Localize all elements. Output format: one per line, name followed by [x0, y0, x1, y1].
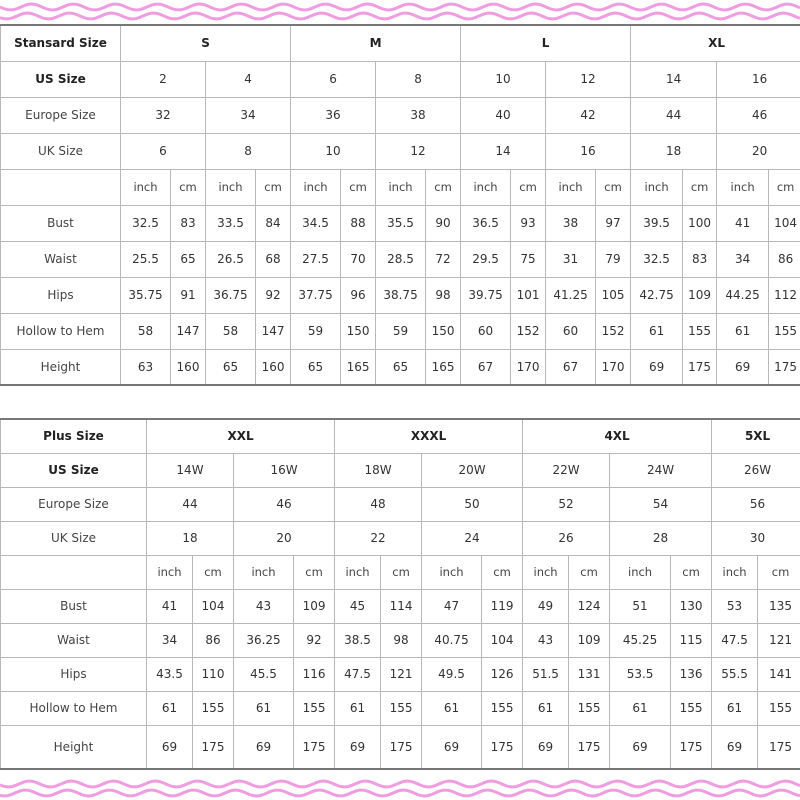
- cell: 160: [171, 349, 206, 385]
- cell: 69: [422, 725, 482, 769]
- cell: 165: [341, 349, 376, 385]
- unit-row: [1, 555, 800, 589]
- cell: 14: [461, 133, 546, 169]
- row-label: Europe Size: [1, 97, 121, 133]
- cell: 31: [546, 241, 596, 277]
- size-group-5xl: 5XL: [712, 419, 800, 453]
- cell: 60: [546, 313, 596, 349]
- cell: 98: [381, 623, 422, 657]
- row-label: Hips: [1, 277, 121, 313]
- size-group-xl: XL: [631, 25, 800, 61]
- cell: 175: [769, 349, 800, 385]
- cell: 175: [758, 725, 800, 769]
- cell: 84: [256, 205, 291, 241]
- cell: 67: [461, 349, 511, 385]
- plus-size-group-row: [1, 419, 800, 453]
- unit-cell: cm: [341, 169, 376, 205]
- cell: 41: [717, 205, 769, 241]
- unit-cell: cm: [482, 555, 523, 589]
- cell: 104: [482, 623, 523, 657]
- cell: 6: [121, 133, 206, 169]
- cell: 35.75: [121, 277, 171, 313]
- cell: 50: [422, 487, 523, 521]
- uk-size-row: [1, 133, 800, 169]
- cell: 165: [426, 349, 461, 385]
- cell: 4: [206, 61, 291, 97]
- cell: 14W: [147, 453, 234, 487]
- cell: 69: [631, 349, 683, 385]
- cell: 155: [758, 691, 800, 725]
- cell: 56: [712, 487, 800, 521]
- cell: 61: [234, 691, 294, 725]
- cell: 69: [234, 725, 294, 769]
- unit-cell: cm: [294, 555, 335, 589]
- row-label: Height: [1, 725, 147, 769]
- cell: 60: [461, 313, 511, 349]
- cell: 33.5: [206, 205, 256, 241]
- unit-cell: cm: [511, 169, 546, 205]
- cell: 48: [335, 487, 422, 521]
- cell: 55.5: [712, 657, 758, 691]
- cell: 68: [256, 241, 291, 277]
- cell: 36.25: [234, 623, 294, 657]
- cell: 47: [422, 589, 482, 623]
- cell: 69: [610, 725, 671, 769]
- unit-cell: cm: [596, 169, 631, 205]
- row-label: Europe Size: [1, 487, 147, 521]
- us-size-row: [1, 453, 800, 487]
- cell: 150: [341, 313, 376, 349]
- unit-cell: inch: [631, 169, 683, 205]
- size-group-s: S: [121, 25, 291, 61]
- cell: 38: [376, 97, 461, 133]
- row-label: Height: [1, 349, 121, 385]
- cell: 116: [294, 657, 335, 691]
- top-wave-border: [0, 0, 800, 24]
- unit-cell: inch: [147, 555, 193, 589]
- cell: 42: [546, 97, 631, 133]
- cell: 152: [511, 313, 546, 349]
- cell: 92: [294, 623, 335, 657]
- cell: 44: [631, 97, 717, 133]
- size-group-xxxl: XXXL: [335, 419, 523, 453]
- cell: 8: [376, 61, 461, 97]
- cell: 53: [712, 589, 758, 623]
- cell: 8: [206, 133, 291, 169]
- cell: 175: [671, 725, 712, 769]
- size-group-4xl: 4XL: [523, 419, 712, 453]
- cell: 39.5: [631, 205, 683, 241]
- cell: 155: [482, 691, 523, 725]
- cell: 86: [769, 241, 800, 277]
- cell: 112: [769, 277, 800, 313]
- cell: 59: [291, 313, 341, 349]
- cell: 12: [546, 61, 631, 97]
- cell: 170: [511, 349, 546, 385]
- cell: 67: [546, 349, 596, 385]
- cell: 26W: [712, 453, 800, 487]
- cell: 83: [683, 241, 717, 277]
- bust-row: [1, 589, 800, 623]
- cell: 51.5: [523, 657, 569, 691]
- cell: 25.5: [121, 241, 171, 277]
- cell: 150: [426, 313, 461, 349]
- cell: 155: [569, 691, 610, 725]
- cell: 20: [717, 133, 800, 169]
- cell: 175: [569, 725, 610, 769]
- unit-cell: inch: [712, 555, 758, 589]
- unit-cell: cm: [256, 169, 291, 205]
- standard-size-title: Stansard Size: [1, 25, 121, 61]
- cell: 45.25: [610, 623, 671, 657]
- cell: 34.5: [291, 205, 341, 241]
- cell: 16: [717, 61, 800, 97]
- bottom-wave-border: [0, 776, 800, 800]
- row-label: Hollow to Hem: [1, 313, 121, 349]
- cell: 69: [335, 725, 381, 769]
- hollow-to-hem-row: [1, 691, 800, 725]
- cell: 90: [426, 205, 461, 241]
- cell: 44: [147, 487, 234, 521]
- cell: 105: [596, 277, 631, 313]
- row-label: Waist: [1, 623, 147, 657]
- unit-cell: inch: [121, 169, 171, 205]
- size-group-xxl: XXL: [147, 419, 335, 453]
- cell: 152: [596, 313, 631, 349]
- unit-cell: cm: [426, 169, 461, 205]
- unit-cell: inch: [335, 555, 381, 589]
- cell: 61: [631, 313, 683, 349]
- row-label: UK Size: [1, 521, 147, 555]
- cell: 96: [341, 277, 376, 313]
- row-label: Bust: [1, 205, 121, 241]
- row-label: Hollow to Hem: [1, 691, 147, 725]
- cell: 135: [758, 589, 800, 623]
- empty-label-cell: [1, 169, 121, 205]
- cell: 61: [610, 691, 671, 725]
- cell: 61: [335, 691, 381, 725]
- cell: 26: [523, 521, 610, 555]
- cell: 39.75: [461, 277, 511, 313]
- cell: 155: [683, 313, 717, 349]
- cell: 69: [147, 725, 193, 769]
- size-group-l: L: [461, 25, 631, 61]
- cell: 88: [341, 205, 376, 241]
- cell: 32.5: [631, 241, 683, 277]
- unit-cell: cm: [193, 555, 234, 589]
- cell: 18: [147, 521, 234, 555]
- cell: 93: [511, 205, 546, 241]
- cell: 175: [193, 725, 234, 769]
- cell: 16: [546, 133, 631, 169]
- cell: 40: [461, 97, 546, 133]
- cell: 54: [610, 487, 712, 521]
- cell: 175: [683, 349, 717, 385]
- cell: 126: [482, 657, 523, 691]
- cell: 22: [335, 521, 422, 555]
- cell: 79: [596, 241, 631, 277]
- cell: 91: [171, 277, 206, 313]
- cell: 175: [381, 725, 422, 769]
- cell: 121: [381, 657, 422, 691]
- cell: 70: [341, 241, 376, 277]
- cell: 34: [147, 623, 193, 657]
- cell: 47.5: [335, 657, 381, 691]
- cell: 141: [758, 657, 800, 691]
- standard-size-group-row: [1, 25, 800, 61]
- unit-cell: cm: [171, 169, 206, 205]
- cell: 61: [422, 691, 482, 725]
- cell: 61: [147, 691, 193, 725]
- cell: 16W: [234, 453, 335, 487]
- cell: 43: [523, 623, 569, 657]
- cell: 36.75: [206, 277, 256, 313]
- row-label: US Size: [1, 453, 147, 487]
- cell: 34: [717, 241, 769, 277]
- cell: 26.5: [206, 241, 256, 277]
- height-row: [1, 349, 800, 385]
- cell: 51: [610, 589, 671, 623]
- cell: 69: [712, 725, 758, 769]
- unit-cell: inch: [291, 169, 341, 205]
- cell: 45.5: [234, 657, 294, 691]
- cell: 92: [256, 277, 291, 313]
- hips-row: [1, 277, 800, 313]
- cell: 20W: [422, 453, 523, 487]
- cell: 30: [712, 521, 800, 555]
- cell: 6: [291, 61, 376, 97]
- cell: 49: [523, 589, 569, 623]
- bust-row: [1, 205, 800, 241]
- cell: 69: [523, 725, 569, 769]
- cell: 75: [511, 241, 546, 277]
- unit-cell: cm: [758, 555, 800, 589]
- cell: 175: [294, 725, 335, 769]
- cell: 130: [671, 589, 712, 623]
- cell: 61: [717, 313, 769, 349]
- cell: 41.25: [546, 277, 596, 313]
- cell: 86: [193, 623, 234, 657]
- cell: 65: [291, 349, 341, 385]
- cell: 72: [426, 241, 461, 277]
- cell: 65: [206, 349, 256, 385]
- row-label: Hips: [1, 657, 147, 691]
- unit-cell: cm: [671, 555, 712, 589]
- cell: 155: [671, 691, 712, 725]
- standard-size-table: [0, 24, 800, 386]
- cell: 45: [335, 589, 381, 623]
- unit-cell: inch: [523, 555, 569, 589]
- row-label: Bust: [1, 589, 147, 623]
- cell: 65: [171, 241, 206, 277]
- cell: 61: [523, 691, 569, 725]
- cell: 155: [294, 691, 335, 725]
- cell: 18: [631, 133, 717, 169]
- cell: 12: [376, 133, 461, 169]
- plus-size-title: Plus Size: [1, 419, 147, 453]
- unit-cell: cm: [769, 169, 800, 205]
- cell: 18W: [335, 453, 422, 487]
- cell: 10: [461, 61, 546, 97]
- cell: 2: [121, 61, 206, 97]
- cell: 114: [381, 589, 422, 623]
- cell: 109: [294, 589, 335, 623]
- cell: 98: [426, 277, 461, 313]
- cell: 32: [121, 97, 206, 133]
- cell: 104: [769, 205, 800, 241]
- unit-row: [1, 169, 800, 205]
- cell: 53.5: [610, 657, 671, 691]
- cell: 59: [376, 313, 426, 349]
- cell: 155: [193, 691, 234, 725]
- unit-cell: inch: [234, 555, 294, 589]
- cell: 28: [610, 521, 712, 555]
- row-label: Waist: [1, 241, 121, 277]
- cell: 175: [482, 725, 523, 769]
- cell: 22W: [523, 453, 610, 487]
- cell: 47.5: [712, 623, 758, 657]
- cell: 35.5: [376, 205, 426, 241]
- cell: 41: [147, 589, 193, 623]
- row-label: US Size: [1, 61, 121, 97]
- empty-label-cell: [1, 555, 147, 589]
- cell: 46: [234, 487, 335, 521]
- cell: 124: [569, 589, 610, 623]
- cell: 14: [631, 61, 717, 97]
- unit-cell: inch: [717, 169, 769, 205]
- cell: 20: [234, 521, 335, 555]
- cell: 49.5: [422, 657, 482, 691]
- unit-cell: cm: [569, 555, 610, 589]
- cell: 58: [121, 313, 171, 349]
- hollow-to-hem-row: [1, 313, 800, 349]
- cell: 119: [482, 589, 523, 623]
- cell: 109: [683, 277, 717, 313]
- cell: 155: [381, 691, 422, 725]
- cell: 61: [712, 691, 758, 725]
- cell: 24: [422, 521, 523, 555]
- europe-size-row: [1, 97, 800, 133]
- cell: 44.25: [717, 277, 769, 313]
- cell: 101: [511, 277, 546, 313]
- cell: 115: [671, 623, 712, 657]
- cell: 46: [717, 97, 800, 133]
- cell: 38: [546, 205, 596, 241]
- cell: 160: [256, 349, 291, 385]
- unit-cell: inch: [376, 169, 426, 205]
- cell: 24W: [610, 453, 712, 487]
- unit-cell: inch: [461, 169, 511, 205]
- uk-size-row: [1, 521, 800, 555]
- cell: 38.5: [335, 623, 381, 657]
- cell: 27.5: [291, 241, 341, 277]
- hips-row: [1, 657, 800, 691]
- europe-size-row: [1, 487, 800, 521]
- unit-cell: inch: [610, 555, 671, 589]
- us-size-row: [1, 61, 800, 97]
- cell: 10: [291, 133, 376, 169]
- cell: 131: [569, 657, 610, 691]
- height-row: [1, 725, 800, 769]
- cell: 36: [291, 97, 376, 133]
- cell: 34: [206, 97, 291, 133]
- size-group-m: M: [291, 25, 461, 61]
- cell: 28.5: [376, 241, 426, 277]
- cell: 43: [234, 589, 294, 623]
- cell: 40.75: [422, 623, 482, 657]
- row-label: UK Size: [1, 133, 121, 169]
- cell: 97: [596, 205, 631, 241]
- cell: 155: [769, 313, 800, 349]
- cell: 63: [121, 349, 171, 385]
- cell: 52: [523, 487, 610, 521]
- waist-row: [1, 623, 800, 657]
- cell: 42.75: [631, 277, 683, 313]
- unit-cell: inch: [546, 169, 596, 205]
- cell: 65: [376, 349, 426, 385]
- unit-cell: cm: [381, 555, 422, 589]
- cell: 36.5: [461, 205, 511, 241]
- cell: 110: [193, 657, 234, 691]
- cell: 136: [671, 657, 712, 691]
- cell: 69: [717, 349, 769, 385]
- cell: 147: [171, 313, 206, 349]
- cell: 170: [596, 349, 631, 385]
- cell: 58: [206, 313, 256, 349]
- cell: 38.75: [376, 277, 426, 313]
- cell: 100: [683, 205, 717, 241]
- cell: 43.5: [147, 657, 193, 691]
- cell: 121: [758, 623, 800, 657]
- cell: 37.75: [291, 277, 341, 313]
- plus-size-table: [0, 418, 800, 770]
- unit-cell: inch: [206, 169, 256, 205]
- waist-row: [1, 241, 800, 277]
- cell: 109: [569, 623, 610, 657]
- unit-cell: cm: [683, 169, 717, 205]
- unit-cell: inch: [422, 555, 482, 589]
- cell: 104: [193, 589, 234, 623]
- cell: 32.5: [121, 205, 171, 241]
- cell: 29.5: [461, 241, 511, 277]
- cell: 83: [171, 205, 206, 241]
- cell: 147: [256, 313, 291, 349]
